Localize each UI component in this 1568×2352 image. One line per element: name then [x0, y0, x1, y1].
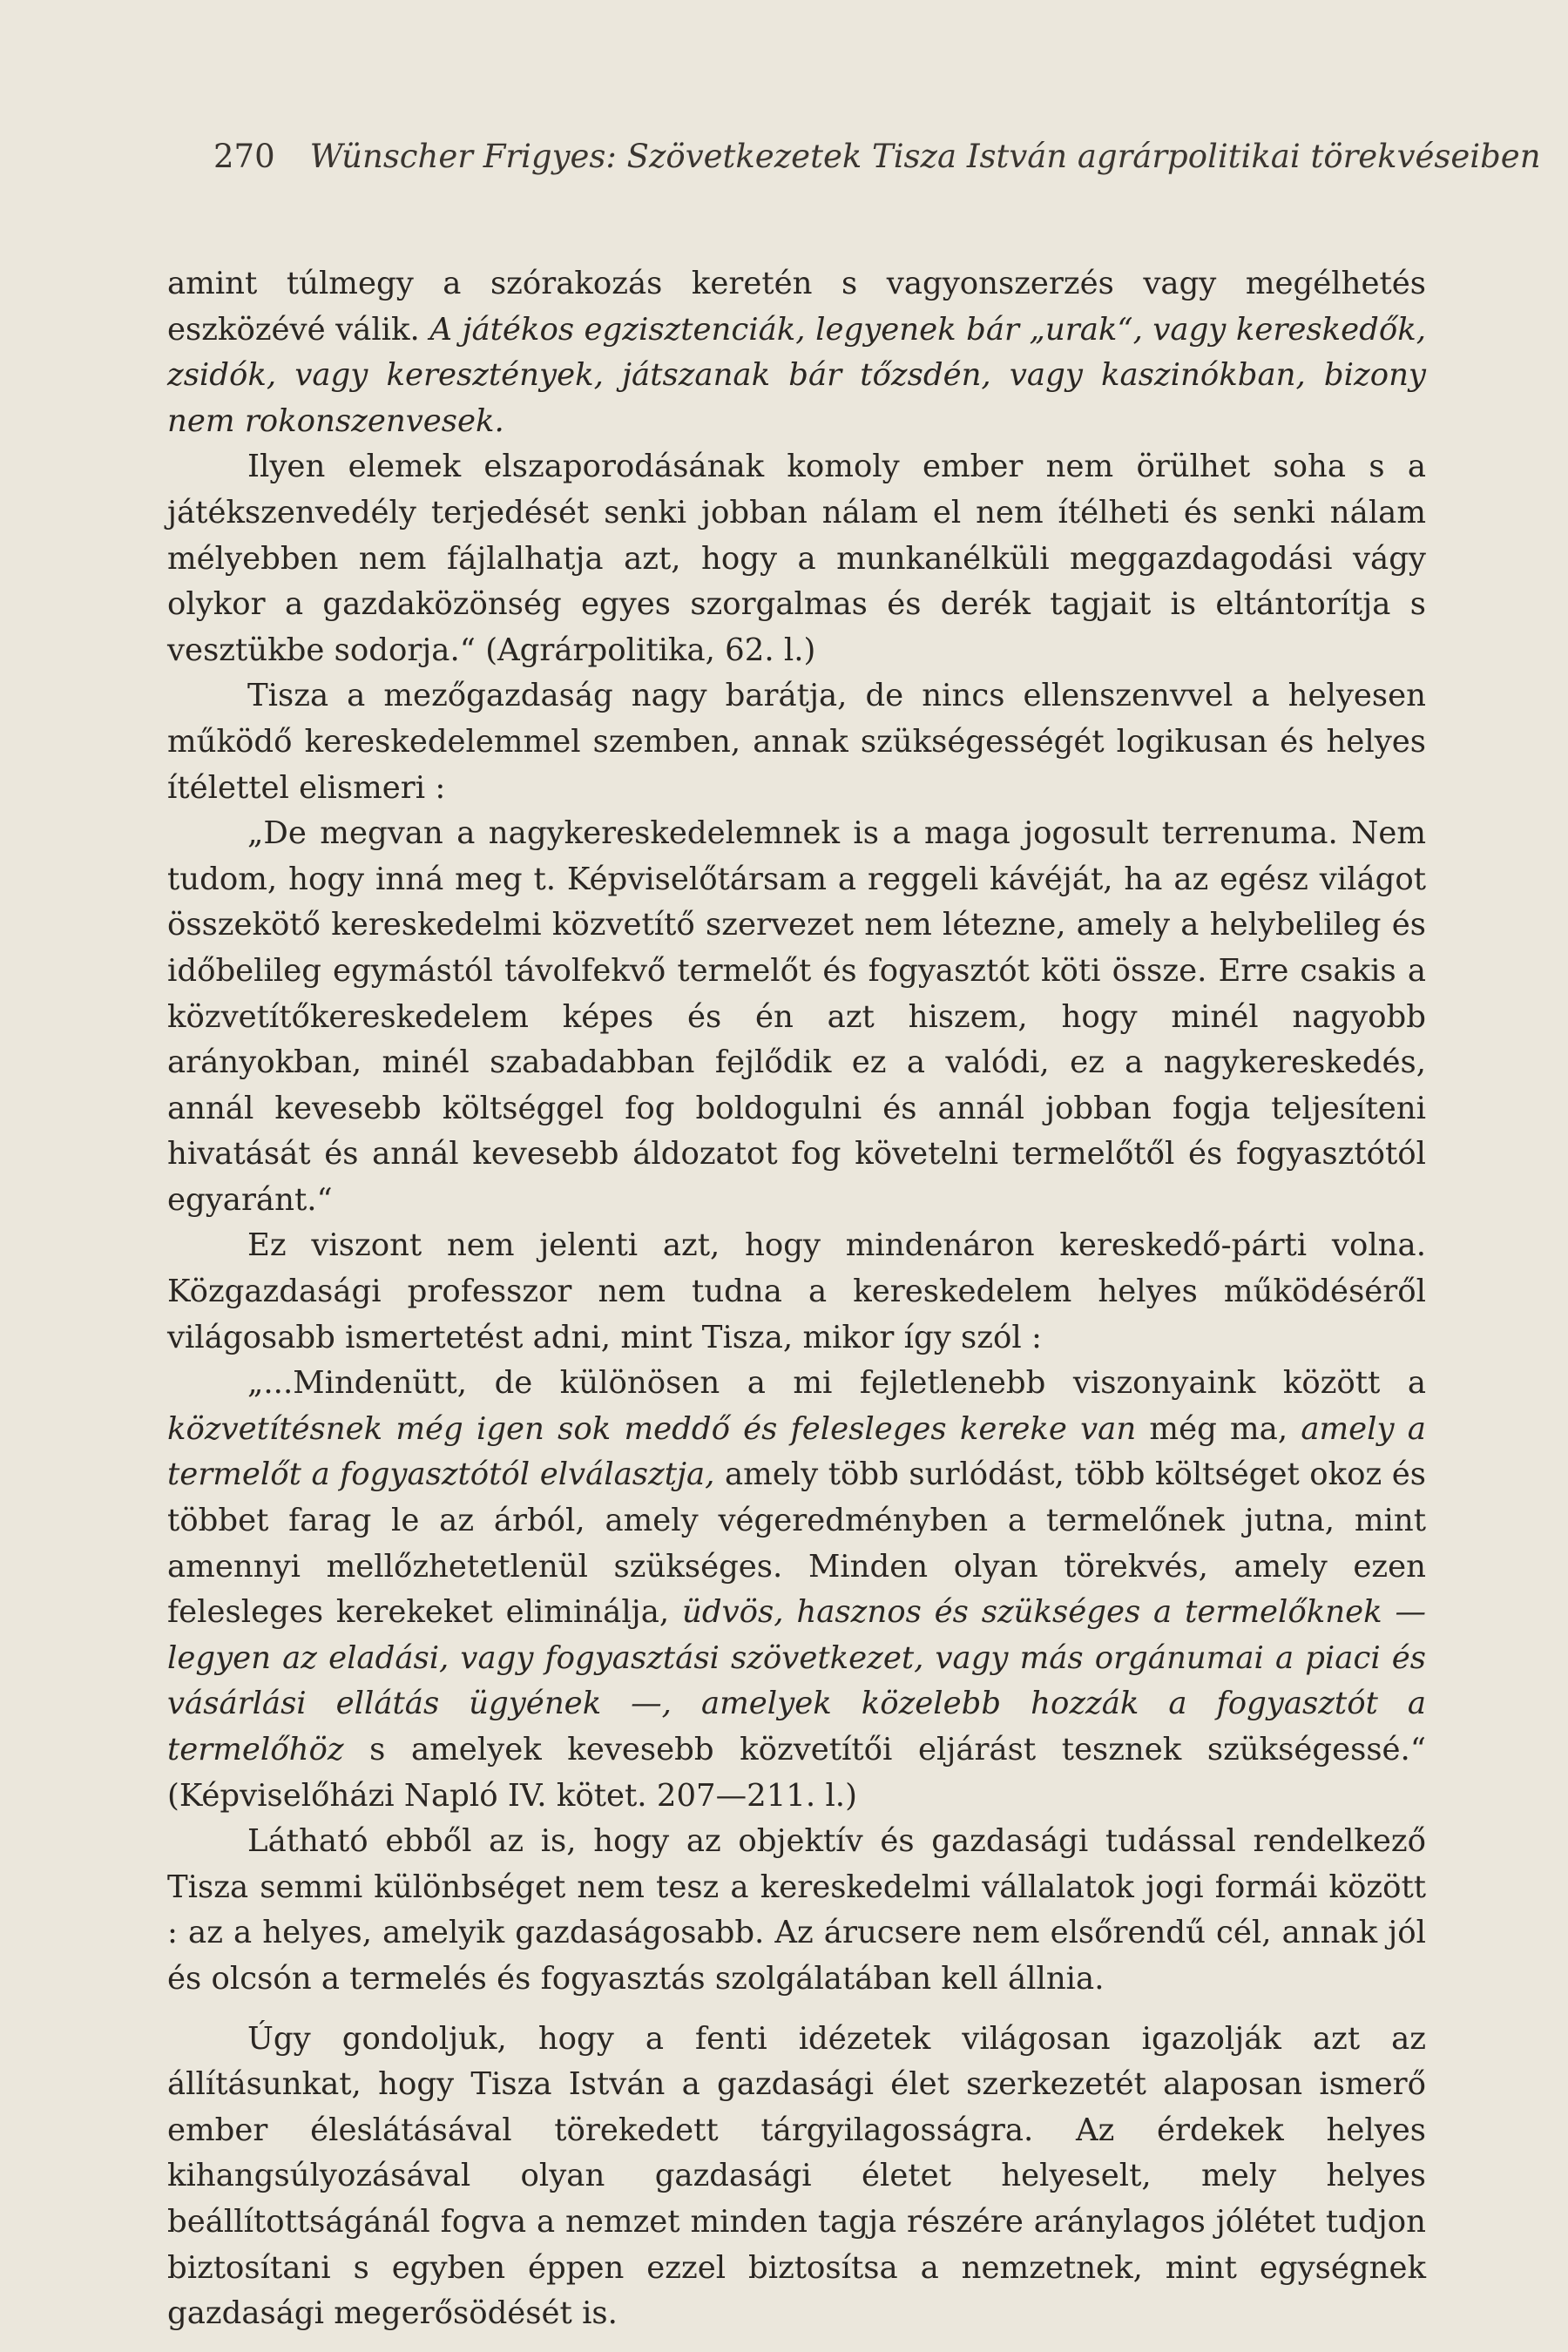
page-number: 270 [213, 138, 275, 175]
quote-italic-2: amely a termelőt a fogyasztótól elválasztja, [167, 1410, 1426, 1493]
paragraph-1 [167, 261, 1426, 444]
paragraph-1-italic: A játékos egzisztenciák, legyenek bár „urak“, vagy kereskedők, zsidók, vagy keresztények, játszanak bár tőzsdén, vagy kaszinókban, bizony nem rokonszenvesek. [167, 311, 1426, 439]
paragraph-4-quote: „De megvan a nagykereskedelemnek is a maga jogosult terrenuma. Nem tudom, hogy inná meg t. Képviselőtársam a reggeli kávéját, ha az egész világot összekötő kereskedelmi közvetítő szervezet nem létezne, amely a helybelileg és időbelileg egymástól távolfekvő termelőt és fogyasztót köti össze. Erre csakis a közvetítőkereskedelem képes és én azt hiszem, hogy minél nagyobb arányokban, minél szabadabban fejlődik ez a valódi, ez a nagykereskedés, annál kevesebb költséggel fog boldogulni és annál jobban fogja teljesíteni hivatását és annál kevesebb áldozatot fog követelni termelőtől és fogyasztótól egyaránt.“ [167, 815, 1426, 1218]
quote-text-2: még ma, [1136, 1410, 1301, 1447]
paragraph-3: Tisza a mezőgazdaság nagy barátja, de nincs ellenszenvvel a helyesen működő kereskedelemmel szemben, annak szükségességét logikusan és helyes ítélettel elismeri : [167, 678, 1426, 806]
paragraph-7: Látható ebből az is, hogy az objektív és gazdasági tudással rendelkező Tisza semmi különbséget nem tesz a kereskedelmi vállalatok jogi formái között : az a helyes, amelyik gazdaságosabb. Az árucsere nem elsőrendű cél, annak jól és olcsón a termelés és fogyasztás szolgálatában kell állnia. [167, 1823, 1426, 1997]
quote-text-1: „...Mindenütt, de különösen a mi fejletlenebb viszonyaink között a [247, 1365, 1426, 1402]
paragraph-1-text: amint túlmegy a szórakozás keretén s vagyonszerzés vagy megélhetés eszközévé válik. [167, 266, 1426, 348]
body-text [167, 261, 1426, 2337]
running-header [213, 138, 1541, 175]
quote-italic-1: közvetítésnek még igen sok meddő és felesleges kereke van [167, 1410, 1137, 1447]
quote-text-4: s amelyek kevesebb közvetítői eljárást tesznek szükségessé.“ (Képviselőházi Napló IV. kötet. 207—211. l.) [167, 1732, 1426, 1814]
paragraph-8: Úgy gondoljuk, hogy a fenti idézetek világosan igazolják azt az állításunkat, hogy Tisza István a gazdasági élet szerkezetét alaposan ismerő ember éleslátásával törekedett tárgyilagosságra. Az érdekek helyes kihangsúlyozásával olyan gazdasági életet helyeselt, mely helyes beállítottságánál fogva a nemzet minden tagja részére aránylagos jólétet tudjon biztosítani s egyben éppen ezzel biztosítsa a nemzetnek, mint egységnek gazdasági megerősödését is. [167, 2020, 1426, 2332]
quote-italic-3: üdvös, hasznos és szükséges a termelőknek — legyen az eladási, vagy fogyasztási szövetkezet, vagy más orgánumai a piaci és vásárlási ellátás ügyének —, amelyek közelebb hozzák a fogyasztót a termelőhöz [167, 1594, 1426, 1767]
quote-text-3: amely több surlódást, több költséget okoz és többet farag le az árból, amely végeredményben a termelőnek jutna, mint amennyi mellőzhetetlenül szükséges. Minden olyan törekvés, amely ezen felesleges kerekeket eliminálja, [167, 1456, 1426, 1631]
paragraph-5: Ez viszont nem jelenti azt, hogy mindenáron kereskedő-párti volna. Közgazdasági professzor nem tudna a kereskedelem helyes működéséről világosabb ismertetést adni, mint Tisza, mikor így szól : [167, 1227, 1426, 1355]
paragraph-2: Ilyen elemek elszaporodásának komoly ember nem örülhet soha s a játékszenvedély terjedését senki jobban nálam el nem ítélheti és senki nálam mélyebben nem fájlalhatja azt, hogy a munkanélküli meggazdagodási vágy olykor a gazdaközönség egyes szorgalmas és derék tagjait is eltántorítja s vesztükbe sodorja.“ (Agrárpolitika, 62. l.) [167, 449, 1426, 668]
running-title: Wünscher Frigyes: Szövetkezetek Tisza István agrárpolitikai törekvéseiben [309, 138, 1541, 175]
paragraph-6-quote [167, 1361, 1426, 1819]
